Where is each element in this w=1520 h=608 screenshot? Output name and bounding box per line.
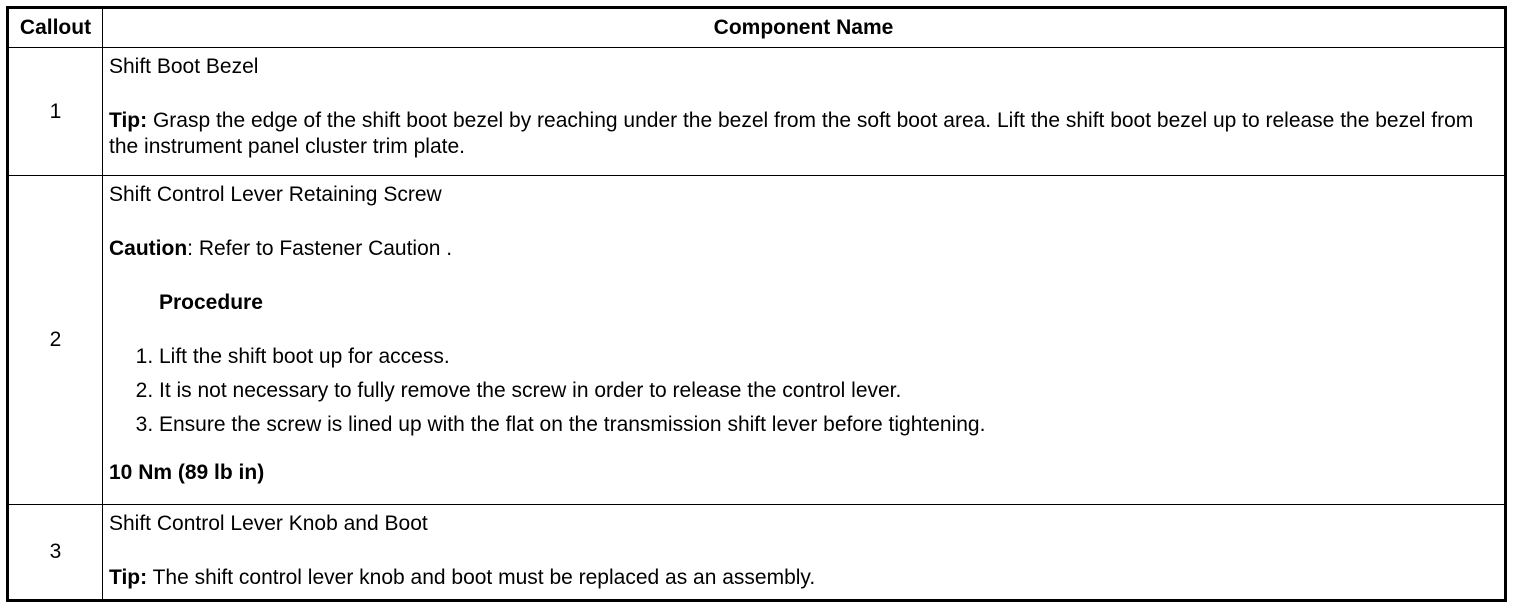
- caution-text: : Refer to Fastener Caution .: [187, 237, 453, 260]
- table-row: [8, 48, 1506, 176]
- procedure-steps: [109, 344, 1498, 438]
- caution-note: [109, 236, 1498, 262]
- component-table-container: [6, 6, 1507, 602]
- caution-label: Caution: [109, 237, 188, 260]
- component-cell: [103, 48, 1506, 176]
- tip-note: [109, 565, 1498, 591]
- tip-note: [109, 108, 1498, 160]
- component-cell: [103, 505, 1506, 601]
- table-row: [8, 505, 1506, 601]
- table-row: [8, 176, 1506, 505]
- component-name: Shift Boot Bezel: [109, 55, 259, 78]
- procedure-title: Procedure: [159, 291, 263, 314]
- torque-spec: 10 Nm (89 lb in): [109, 461, 265, 484]
- component-cell: [103, 176, 1506, 505]
- procedure-step: 1. Lift the shift boot up for access.: [159, 344, 1498, 370]
- procedure-step: 2. It is not necessary to fully remove the screw in order to release the control lever.: [159, 378, 1498, 404]
- tip-label: Tip:: [109, 109, 148, 132]
- component-table: [6, 6, 1507, 602]
- tip-text: Grasp the edge of the shift boot bezel by reaching under the bezel from the soft boot area. Lift the shift boot bezel up to release the bezel from the instrument panel cluster trim plate.: [109, 109, 1474, 158]
- component-name-header: Component Name: [103, 8, 1506, 48]
- callout-number: 2: [8, 176, 103, 505]
- tip-text: The shift control lever knob and boot must be replaced as an assembly.: [147, 566, 816, 589]
- header-row: [8, 8, 1506, 48]
- tip-label: Tip:: [109, 566, 148, 589]
- component-name: Shift Control Lever Knob and Boot: [109, 512, 428, 535]
- component-name: Shift Control Lever Retaining Screw: [109, 183, 442, 206]
- callout-header: Callout: [8, 8, 103, 48]
- callout-number: 1: [8, 48, 103, 176]
- callout-number: 3: [8, 505, 103, 601]
- procedure-step: 3. Ensure the screw is lined up with the flat on the transmission shift lever before tightening.: [159, 412, 1498, 438]
